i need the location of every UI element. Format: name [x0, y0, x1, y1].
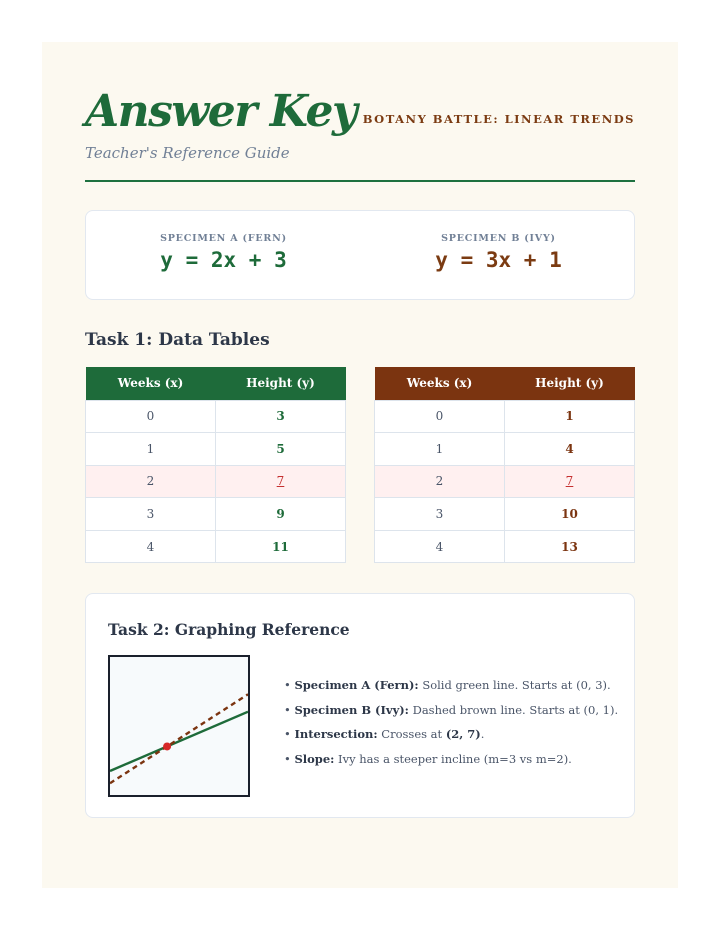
- height-cell: 3: [216, 400, 346, 433]
- table-row: [375, 400, 635, 433]
- weeks-cell: 1: [375, 433, 505, 466]
- lesson-theme: BOTANY BATTLE: LINEAR TRENDS: [362, 112, 635, 126]
- table-row: [86, 400, 346, 433]
- weeks-cell: 0: [375, 400, 505, 433]
- note-text: Crosses at: [377, 727, 446, 742]
- height-cell: 1: [505, 400, 635, 433]
- table-row: [375, 498, 635, 531]
- note-text: Ivy has a steeper incline (m=3 vs m=2).: [334, 752, 572, 767]
- note-text: Solid green line. Starts at (0, 3).: [418, 678, 611, 692]
- table-row: [375, 530, 635, 563]
- note-text: .: [480, 727, 485, 742]
- height-cell: 7: [216, 465, 346, 498]
- weeks-cell: 3: [86, 498, 216, 531]
- weeks-cell: 3: [375, 498, 505, 531]
- equation-specimen-b: [361, 233, 636, 272]
- graph-notes: [284, 678, 624, 777]
- table-body: [375, 400, 635, 563]
- height-cell: 11: [216, 530, 346, 563]
- weeks-cell: 0: [86, 400, 216, 433]
- table-row: [86, 465, 346, 498]
- graph-note: [284, 678, 624, 703]
- ivy-line: [110, 694, 248, 783]
- table-row: [86, 498, 346, 531]
- height-cell: 5: [216, 433, 346, 466]
- weeks-cell: 4: [375, 530, 505, 563]
- header: [85, 86, 635, 182]
- note-value: (2, 7): [445, 727, 481, 742]
- note-label: Slope:: [294, 752, 335, 767]
- line-graph: [108, 655, 250, 797]
- column-header: Weeks (x): [86, 367, 216, 400]
- weeks-cell: 1: [86, 433, 216, 466]
- answer-key-page: [42, 42, 678, 888]
- height-cell: 7: [505, 465, 635, 498]
- data-table-ivy: [374, 367, 635, 563]
- bullet-icon: •: [284, 752, 295, 767]
- bullet-icon: •: [284, 727, 295, 742]
- page-subtitle: Teacher's Reference Guide: [85, 144, 290, 162]
- column-header: Weeks (x): [375, 367, 505, 400]
- page-title: Answer Key: [85, 86, 357, 137]
- equation-label: SPECIMEN B (IVY): [441, 233, 556, 244]
- weeks-cell: 2: [86, 465, 216, 498]
- table-body: [86, 400, 346, 563]
- equation-label: SPECIMEN A (FERN): [160, 233, 287, 244]
- column-header: Height (y): [505, 367, 635, 400]
- height-cell: 13: [505, 530, 635, 563]
- graph-canvas: [110, 657, 248, 795]
- equations-box: [85, 210, 635, 300]
- bullet-icon: •: [284, 702, 295, 717]
- equation-formula: y = 3x + 1: [435, 248, 562, 272]
- table-row: [86, 530, 346, 563]
- weeks-cell: 2: [375, 465, 505, 498]
- task1-heading: Task 1: Data Tables: [85, 330, 270, 350]
- height-cell: 9: [216, 498, 346, 531]
- note-label: Specimen A (Fern):: [294, 678, 419, 692]
- equation-specimen-a: [86, 233, 361, 272]
- note-label: Intersection:: [294, 727, 378, 742]
- weeks-cell: 4: [86, 530, 216, 563]
- graphing-reference-card: [85, 593, 635, 818]
- task2-heading: Task 2: Graphing Reference: [108, 620, 350, 639]
- intersection-point: [163, 742, 171, 750]
- graph-note: [284, 752, 624, 777]
- height-cell: 4: [505, 433, 635, 466]
- graph-note: [284, 703, 624, 728]
- graph-note: [284, 727, 624, 752]
- note-text: Dashed brown line. Starts at (0, 1).: [408, 702, 619, 717]
- table-row: [86, 433, 346, 466]
- column-header: Height (y): [216, 367, 346, 400]
- height-cell: 10: [505, 498, 635, 531]
- table-row: [375, 433, 635, 466]
- table-row: [375, 465, 635, 498]
- note-label: Specimen B (Ivy):: [294, 702, 409, 717]
- equation-formula: y = 2x + 3: [160, 248, 287, 272]
- fern-line: [110, 712, 248, 771]
- data-table-fern: [85, 367, 346, 563]
- bullet-icon: •: [284, 678, 295, 692]
